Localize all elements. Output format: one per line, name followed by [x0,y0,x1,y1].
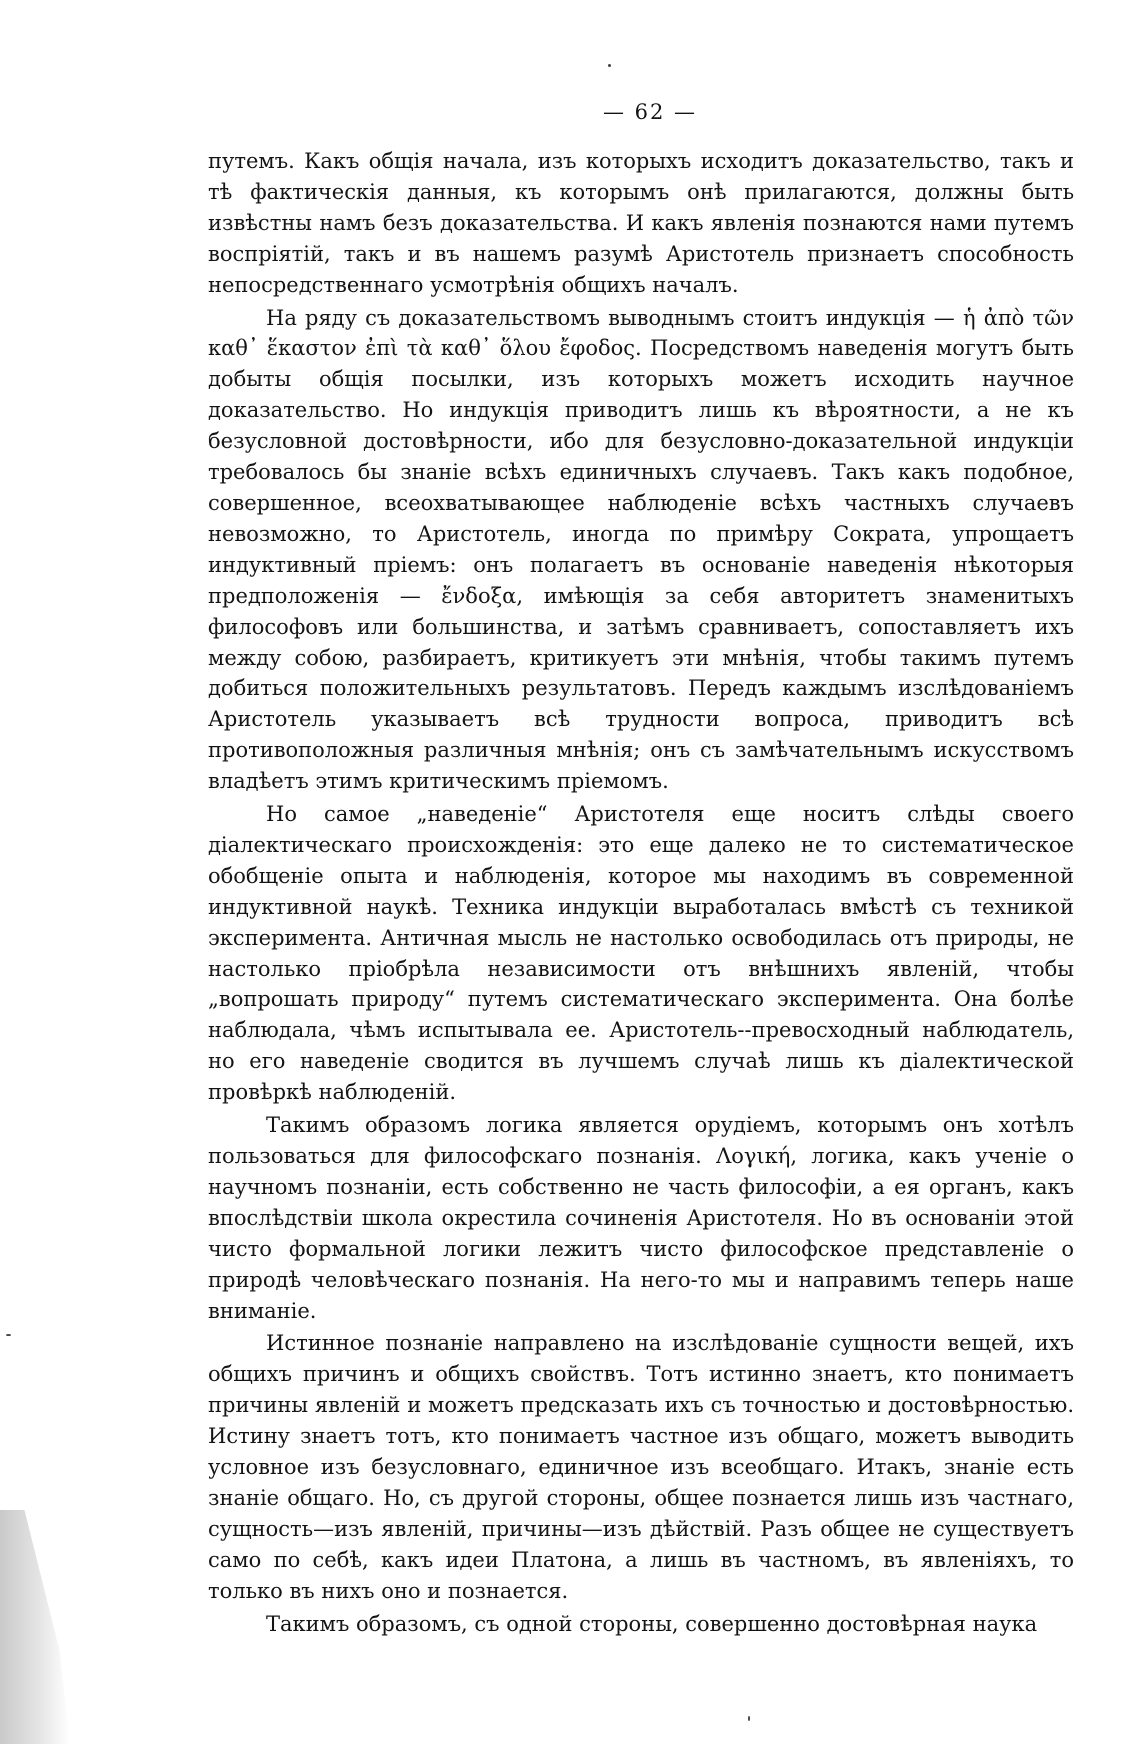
scan-speck [608,64,611,67]
paragraph: Истинное познаніе направлено на изслѣдованіе сущности вещей, ихъ общихъ причинъ и общихъ свойствъ. Тотъ истинно знаетъ, кто понимаетъ причины явленій и можетъ предсказать ихъ съ точностью и достовѣрностью. Истину знаетъ тотъ, кто понимаетъ частное изъ общаго, можетъ выводить условное изъ безусловнаго, единичное изъ всеобщаго. Итакъ, знаніе есть знаніе общаго. Но, съ другой стороны, общее познается лишь изъ частнаго, сущность—изъ явленій, причины—изъ дѣйствій. Разъ общее не существуетъ само по себѣ, какъ идеи Платона, а лишь въ частномъ, въ явленіяхъ, то только въ нихъ оно и познается. [208,1331,1074,1603]
paragraph: На ряду съ доказательствомъ выводнымъ стоитъ индукція — ἡ ἀπὸ τῶν καθ᾽ ἕκαστον ἐπὶ τὰ καθ᾽ ὅλου ἔφοδος. Посредствомъ наведенія могутъ быть добыты общія посылки, изъ которыхъ можетъ исходить научное доказательство. Но индукція приводитъ лишь къ вѣроятности, а не къ безусловной достовѣрности, ибо для безусловно-доказательной индукціи требовалось бы знаніе всѣхъ единичныхъ случаевъ. Такъ какъ подобное, совершенное, всеохватывающее наблюденіе всѣхъ частныхъ случаевъ невозможно, то Аристотель, иногда по примѣру Сократа, упрощаетъ индуктивный пріемъ: онъ полагаетъ въ основаніе наведенія нѣкоторыя предположенія — ἔνδοξα, имѣющія за себя авторитетъ знаменитыхъ философовъ или большинства, и затѣмъ сравниваетъ, сопоставляетъ ихъ между собою, разбираетъ, критикуетъ эти мнѣнія, чтобы такимъ путемъ добиться положительныхъ результатовъ. Передъ каждымъ изслѣдованіемъ Аристотель указываетъ всѣ трудности вопроса, приводитъ всѣ противоположныя различныя мнѣнія; онъ съ замѣчательнымъ искусствомъ владѣетъ этимъ критическимъ пріемомъ. [208,305,1074,794]
paragraph: путемъ. Какъ общія начала, изъ которыхъ исходитъ доказательство, такъ и тѣ фактическія данныя, къ которымъ онѣ прилагаются, должны быть извѣстны намъ безъ доказательства. И какъ явленія познаются нами путемъ воспріятій, такъ и въ нашемъ разумѣ Аристотель признаетъ способность непосредственнаго усмотрѣнія общихъ началъ. [208,149,1074,297]
paragraph: Такимъ образомъ логика является орудіемъ, которымъ онъ хотѣлъ пользоваться для философскаго познанія. Λογική, логика, какъ ученіе о научномъ познаніи, есть собственно не часть философіи, а ея органъ, какъ впослѣдствіи школа окрестила сочиненія Аристотеля. Но въ основаніи этой чисто формальной логики лежитъ чисто философское представленіе о природѣ человѣческаго познанія. На него-то мы и направимъ теперь наше вниманіе. [208,1113,1074,1323]
paragraph: Но самое „наведеніе“ Аристотеля еще носитъ слѣды своего діалектическаго происхожденія: это еще далеко не то систематическое обобщеніе опыта и наблюденія, которое мы находимъ въ современной индуктивной наукѣ. Техника индукціи выработалась вмѣстѣ съ техникой эксперимента. Античная мысль не настолько освободилась отъ природы, не настолько пріобрѣла независимости отъ внѣшнихъ явленій, чтобы „вопрошать природу“ путемъ систематическаго эксперимента. Она болѣе наблюдала, чѣмъ испытывала ее. Аристотель--превосходный наблюдатель, но его наведеніе сводится въ лучшемъ случаѣ лишь къ діалектической провѣркѣ наблюденій. [208,802,1074,1105]
scan-speck [6,1334,11,1336]
paragraph: Такимъ образомъ, съ одной стороны, совершенно достовѣрная наука [266,1611,1038,1636]
scan-speck [748,1716,750,1721]
body-text [208,146,1074,1642]
page-number: — 62 — [602,100,698,124]
scan-shadow [0,1510,70,1744]
